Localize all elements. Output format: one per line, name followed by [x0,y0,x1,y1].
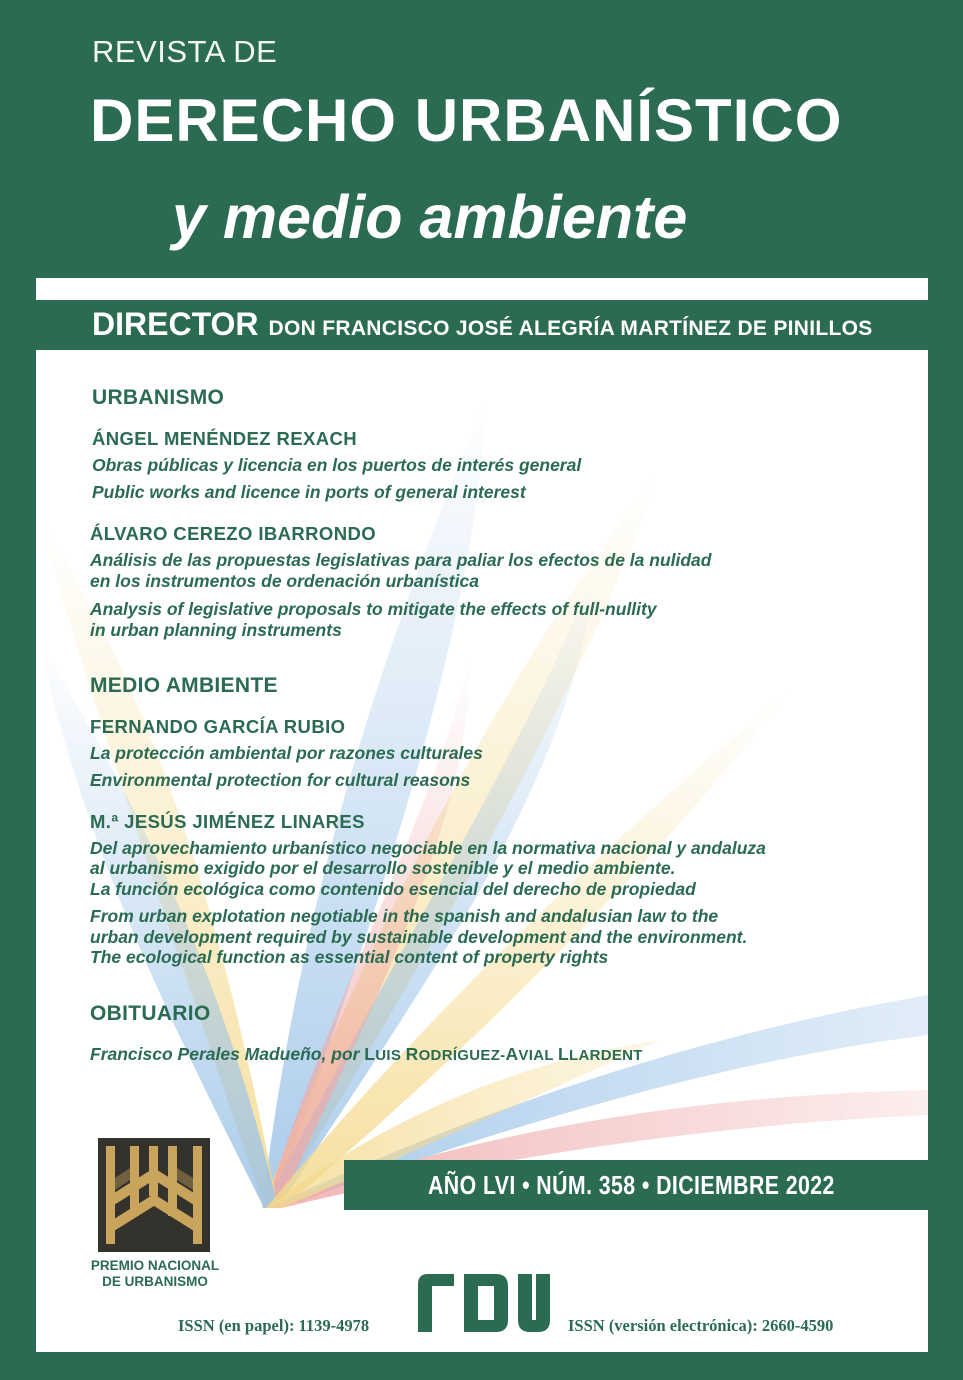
issue-info: AÑO LVI • NÚM. 358 • DICIEMBRE 2022 [428,1170,835,1200]
article-title-en: urban development required by sustainable development and the environment. [90,927,748,947]
author-name: M.ª JESÚS JIMÉNEZ LINARES [90,811,365,832]
article-title-en: Environmental protection for cultural reasons [90,770,471,790]
obituary-author: LUIS RODRÍGUEZ-AVIAL LLARDENT [364,1044,643,1064]
author-name: ÁNGEL MENÉNDEZ REXACH [92,428,358,449]
article-title-en: The ecological function as essential content of property rights [90,947,609,967]
author-name: FERNANDO GARCÍA RUBIO [90,716,346,737]
article-title-es: La función ecológica como contenido esencial del derecho de propiedad [90,879,696,899]
article-title-es: Análisis de las propuestas legislativas para paliar los efectos de la nulidad [90,550,712,570]
obituary-line [90,1044,643,1065]
article-title-es: al urbanismo exigido por el desarrollo sostenible y el medio ambiente. [90,858,676,878]
section-heading-obituario: OBITUARIO [90,1002,211,1025]
issn-electronic: ISSN (versión electrónica): 2660-4590 [568,1316,834,1335]
article-title-en: in urban planning instruments [90,620,342,640]
article-title-en: Public works and licence in ports of general interest [92,482,526,502]
director-label: DIRECTOR [92,306,259,342]
article-title-es: La protección ambiental por razones culturales [90,743,483,763]
article-title-es: Obras públicas y licencia en los puertos de interés general [92,455,582,475]
award-logo [98,1138,210,1252]
article-title-es: Del aprovechamiento urbanístico negociable en la normativa nacional y andaluza [90,838,766,858]
article-title-en: From urban explotation negotiable in the spanish and andalusian law to the [90,906,719,926]
article-title-en: Analysis of legislative proposals to mitigate the effects of full-nullity [90,599,657,619]
award-emblem-icon [98,1138,210,1252]
masthead-subtitle: y medio ambiente [172,183,688,251]
director-name: DON FRANCISCO JOSÉ ALEGRÍA MARTÍNEZ DE PINILLOS [268,317,873,340]
issn-print: ISSN (en papel): 1139-4978 [178,1316,370,1335]
masthead-prefix: REVISTA DE [92,34,278,69]
obituary-subject: Francisco Perales Madueño, por [90,1044,360,1064]
award-caption: PREMIO NACIONAL DE URBANISMO [90,1258,220,1289]
rdu-logo [414,1270,554,1336]
author-name: ÁLVARO CEREZO IBARRONDO [90,523,377,544]
section-heading-medio-ambiente: MEDIO AMBIENTE [90,674,278,697]
article-title-es: en los instrumentos de ordenación urbanística [90,571,479,591]
masthead-title: DERECHO URBANÍSTICO [90,87,843,154]
section-heading-urbanismo: URBANISMO [92,386,225,409]
